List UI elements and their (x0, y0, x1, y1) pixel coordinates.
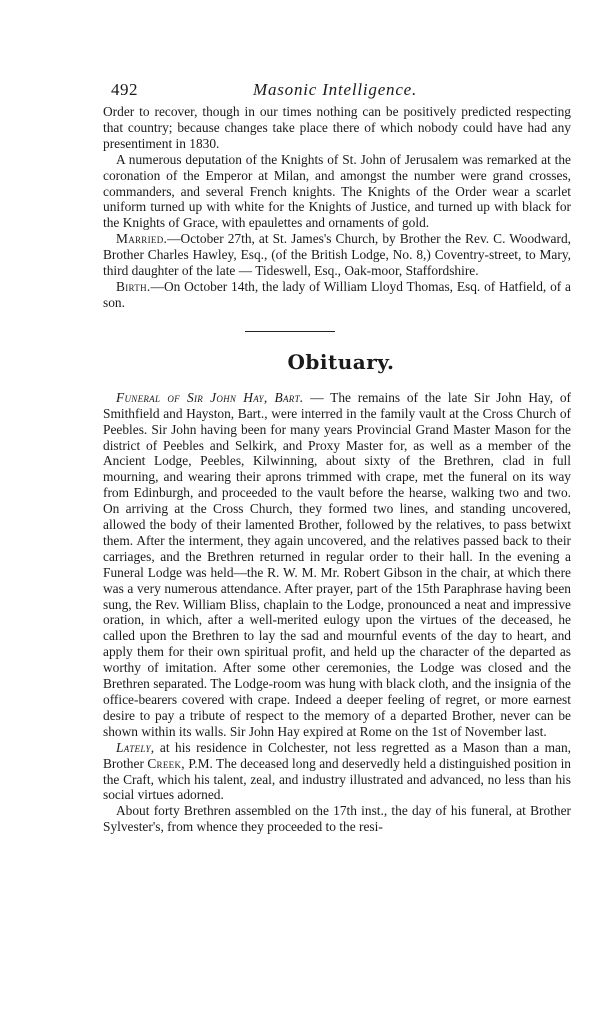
knights-paragraph: A numerous deputation of the Knights of St. John of Jerusalem was remarked at the coronation of the Emperor at Milan, and amongst the number were grand crosses, commanders, and several French knights. The Knights of the Order wear a scarlet uniform turned up with white for the Knights of Justice, and turned up with black for the Knights of Grace, with epaulettes and ornaments of gold. (103, 151, 571, 231)
running-head (103, 80, 571, 104)
funeral-assembly-paragraph: About forty Brethren assembled on the 17th inst., the day of his funeral, at Brother Sylvester's, from whence they proceeded to the resi- (103, 803, 571, 835)
married-notice (103, 231, 571, 279)
lately-label: Lately, (116, 739, 155, 755)
funeral-text: — The remains of the late Sir John Hay, of Smithfield and Hayston, Bart., were interred in the family vault at the Cross Church of Peebles. Sir John having been for many years Provincial Grand Master Mason for the district of Peebles and Selkirk, and Proxy Master for, as well as a member of the Ancient Lodge, Peebles, Kilwinning, about sixty of the Brethren, clad in full mourning, and wearing their aprons trimmed with crape, met the funeral on its way from Edinburgh, and proceeded to the vault before the hearse, walking two and two. On arriving at the Cross Church, they formed two lines, and standing uncovered, allowed the body of their lamented Brother, followed by the relatives, to pass betwixt them. After the interment, they again uncovered, and the relatives passed back to their carriages, and the Brethren returned in regular order to their hall. In the evening a Funeral Lodge was held—the R. W. M. Mr. Robert Gibson in the chair, at which there was a very numerous attendance. After prayer, part of the 15th Paraphrase having been sung, the Rev. William Bliss, chaplain to the Lodge, pronounced a neat and impressive oration, in which, after a well-merited eulogy upon the virtues of the deceased, he called upon the Brethren to lay the sad and mournful events of the day to heart, and apply them for their own spiritual profit, and held up the character of the departed as worthy of imitation. After some other ceremonies, the Lodge was closed and the Brethren separated. The Lodge-room was hung with black cloth, and the insignia of the office-bearers covered with crape. Indeed a deeper feeling of regret, or more earnest desire to pay a tribute of respect to the memory of a departed Brother, never can be shown within its walls. Sir John Hay expired at Rome on the 1st of November last. (103, 389, 571, 739)
funeral-paragraph (103, 390, 571, 740)
running-title: Masonic Intelligence. (253, 80, 418, 99)
book-page (103, 80, 571, 835)
obituary-heading: Obituary. (287, 349, 395, 374)
section-divider (245, 331, 335, 332)
funeral-label: Funeral of Sir John Hay, Bart. (116, 389, 304, 405)
lately-text-1: at his residence in Colchester, not less regretted as a Mason than a man, Brother (103, 739, 571, 771)
creek-name: Creek, (147, 755, 185, 771)
married-label: Married. (116, 231, 168, 247)
body-text (103, 104, 571, 311)
intro-paragraph: Order to recover, though in our times nothing can be positively predicted respecting that country; because changes take place there of which nobody could have had any presentiment in 1830. (103, 104, 571, 151)
lately-paragraph (103, 740, 571, 804)
birth-text: —On October 14th, the lady of William Lloyd Thomas, Esq. of Hatfield, of a son. (103, 278, 571, 310)
page-number: 492 (111, 80, 138, 99)
birth-label: Birth. (116, 278, 151, 294)
married-text: —October 27th, at St. James's Church, by Brother the Rev. C. Woodward, Brother Charles Hawley, Esq., (of the British Lodge, No. 8,) Coventry-street, to Mary, third daughter of the late — Tideswell, Esq., Oak-moor, Staffordshire. (103, 231, 571, 279)
lately-text-2: P.M. The deceased long and deservedly held a distinguished position in the Craft, which his talent, zeal, and industry illustrated and advanced, no less than his social virtues adorned. (103, 755, 571, 803)
obituary-text (103, 390, 571, 835)
birth-notice (103, 279, 571, 311)
